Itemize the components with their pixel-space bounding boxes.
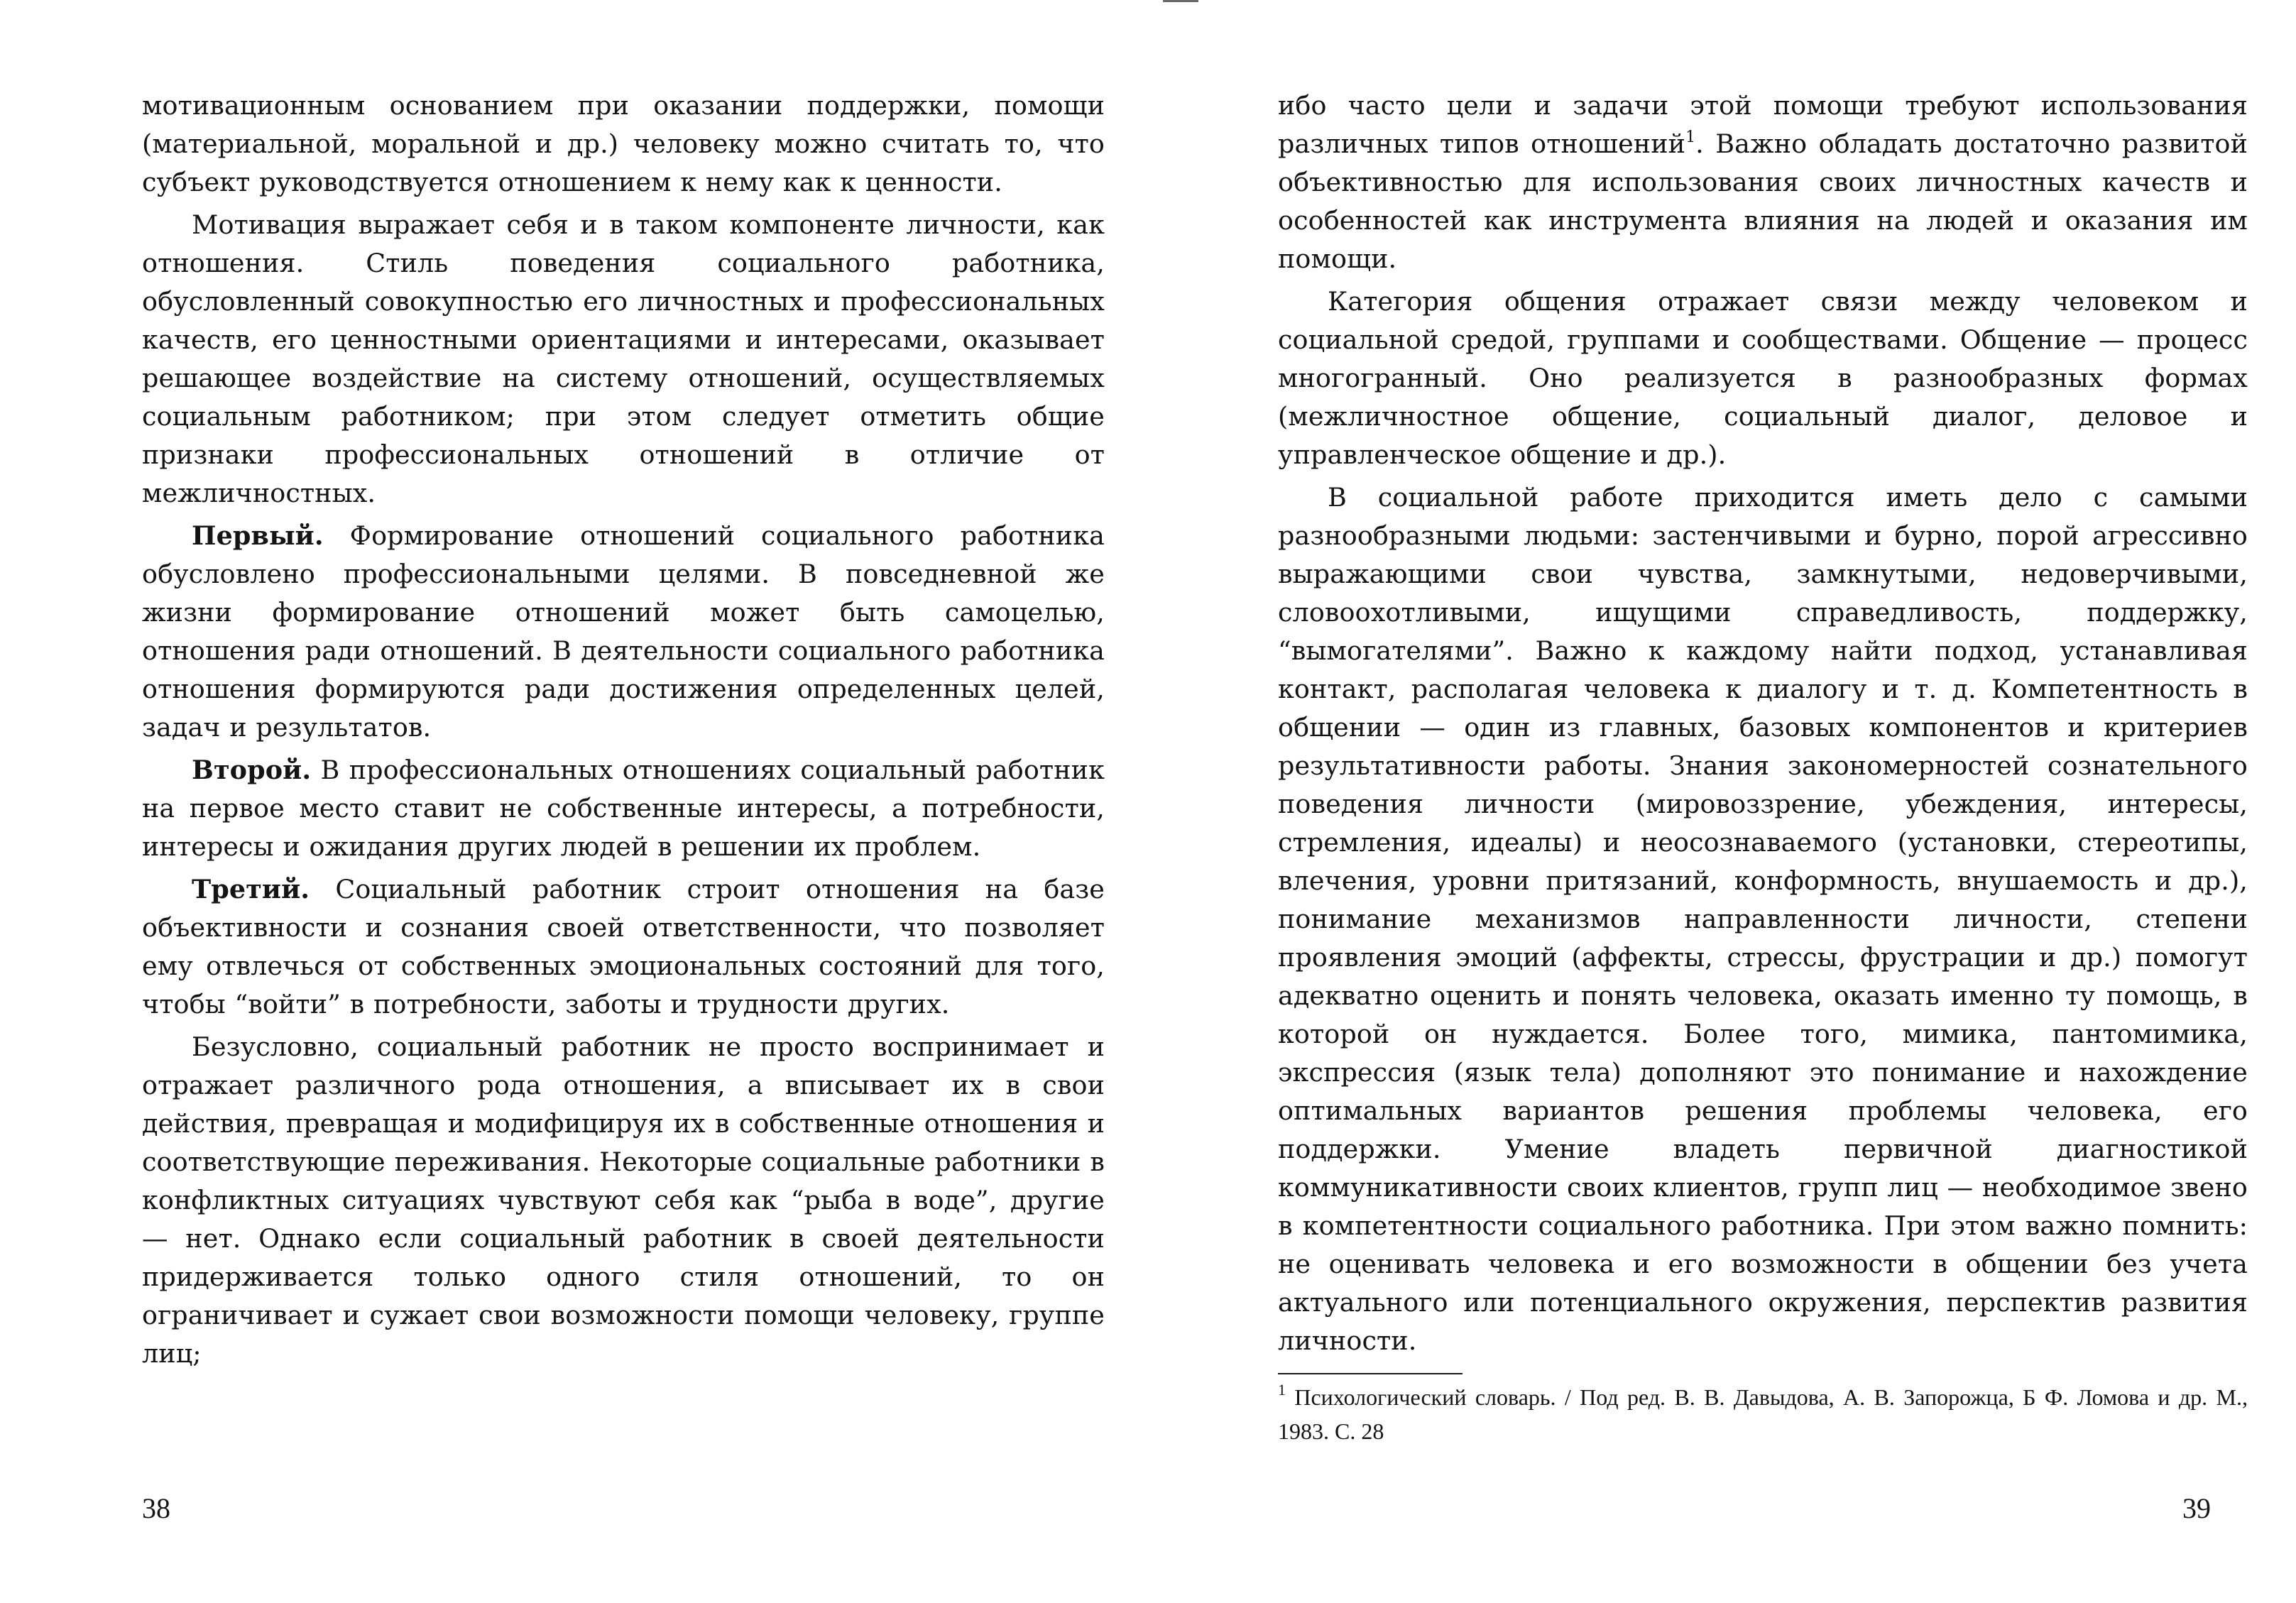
left-paragraph-1: [142, 87, 1105, 202]
paragraph-text: мотивационным основанием при оказании поддержки, помощи (материальной, моральной и др.) человеку можно считать то, что субъект руководствуется отношением к нему как к ценности.: [142, 90, 1105, 197]
paragraph-text: . Важно обладать достаточно развитой объективностью для использования своих личностных качеств и особенностей как инструмента влияния на людей и оказания им помощи.: [1278, 128, 2248, 274]
paragraph-text: Социальный работник строит отношения на базе объективности и сознания своей ответственности, что позволяет ему отвлечься от собственных эмоциональных состояний для того, чтобы “войти” в потребности, заботы и трудности других.: [142, 874, 1105, 1019]
paragraph-text: Мотивация выражает себя и в таком компоненте личности, как отношения. Стиль поведения социального работника, обусловленный совокупностью его личностных и профессиональных качеств, его ценностными ориентациями и интересами, оказывает решающее воздействие на систему отношений, осуществляемых социальным работником; при этом следует отметить общие признаки профессиональных отношений в отличие от межличностных.: [142, 209, 1105, 508]
left-paragraph-2: [142, 206, 1105, 513]
left-paragraph-6: [142, 1028, 1105, 1373]
paragraph-text: Категория общения отражает связи между человеком и социальной средой, группами и сообществами. Общение — процесс многогранный. Оно реализуется в разнообразных формах (межличностное общение, социальный диалог, деловое и управленческое общение и др.).: [1278, 286, 2248, 470]
footnote-marker: 1: [1278, 1381, 1286, 1399]
right-paragraph-social-work: [1278, 478, 2248, 1360]
footnote: [1278, 1380, 2248, 1448]
left-paragraph-first-sign: [142, 517, 1105, 747]
page-number-right: 39: [2182, 1492, 2211, 1524]
page-number-left: 38: [142, 1492, 170, 1524]
paragraph-text: В профессиональных отношениях социальный работник на первое место ставит не собственные интересы, а потребности, интересы и ожидания других людей в решении их проблем.: [142, 755, 1105, 862]
left-page: [142, 87, 1105, 1373]
right-page: [1278, 87, 2248, 1448]
paragraph-lead: Первый.: [192, 520, 324, 551]
paragraph-text: В социальной работе приходится иметь дело с самыми разнообразными людьми: застенчивыми и бурно, порой агрессивно выражающими свои чувства, замкнутыми, недоверчивыми, словоохотливыми, ищущими справедливость, поддержку, “вымогателями”. Важно к каждому найти подход, устанавливая контакт, располагая человека к диалогу и т. д. Компетентность в общении — один из главных, базовых компонентов и критериев результативности работы. Знания закономерностей сознательного поведения личности (мировоззрение, убеждения, интересы, стремления, идеалы) и неосознаваемого (установки, стереотипы, влечения, уровни притязаний, конформность, внушаемость и др.), понимание механизмов направленности личности, степени проявления эмоций (аффекты, стрессы, фрустрации и др.) помогут адекватно оценить и понять человека, оказать именно ту помощь, в которой он нуждается. Более того, мимика, пантомимика, экспрессия (язык тела) дополняют это понимание и нахождение оптимальных вариантов решения проблемы человека, его поддержки. Умение владеть первичной диагностикой коммуникативности своих клиентов, групп лиц — необходимое звено в компетентности социального работника. При этом важно помнить: не оценивать человека и его возможности в общении без учета актуального или потенциального окружения, перспектив развития личности.: [1278, 482, 2248, 1356]
left-paragraph-second-sign: [142, 751, 1105, 866]
paragraph-lead: Второй.: [192, 755, 312, 785]
left-paragraph-third-sign: [142, 870, 1105, 1024]
paragraph-text: Формирование отношений социального работника обусловлено профессиональными целями. В повседневной же жизни формирование отношений может быть самоцелью, отношения ради отношений. В деятельности социального работника отношения формируются ради достижения определенных целей, задач и результатов.: [142, 520, 1105, 743]
footnote-divider: [1278, 1373, 1463, 1374]
paragraph-text: ибо часто цели и задачи этой помощи требуют использования различных типов отношений: [1278, 90, 2248, 159]
paragraph-text: Безусловно, социальный работник не просто воспринимает и отражает различного рода отношения, а вписывает их в свои действия, превращая и модифицируя их в собственные отношения и соответствующие переживания. Некоторые социальные работники в конфликтных ситуациях чувствуют себя как “рыба в воде”, другие — нет. Однако если социальный работник в своей деятельности придерживается только одного стиля отношений, то он ограничивает и сужает свои возможности помощи человеку, группе лиц;: [142, 1032, 1105, 1369]
paragraph-lead: Третий.: [192, 874, 310, 904]
right-paragraph-1: [1278, 87, 2248, 278]
footnote-text: Психологический словарь. / Под ред. В. В. Давыдова, А. В. Запорожца, Б Ф. Ломова и др. М., 1983. С. 28: [1278, 1384, 2248, 1444]
footnote-reference: 1: [1685, 128, 1696, 146]
spread-top-mark: [1163, 0, 1198, 2]
right-paragraph-communication: [1278, 283, 2248, 474]
